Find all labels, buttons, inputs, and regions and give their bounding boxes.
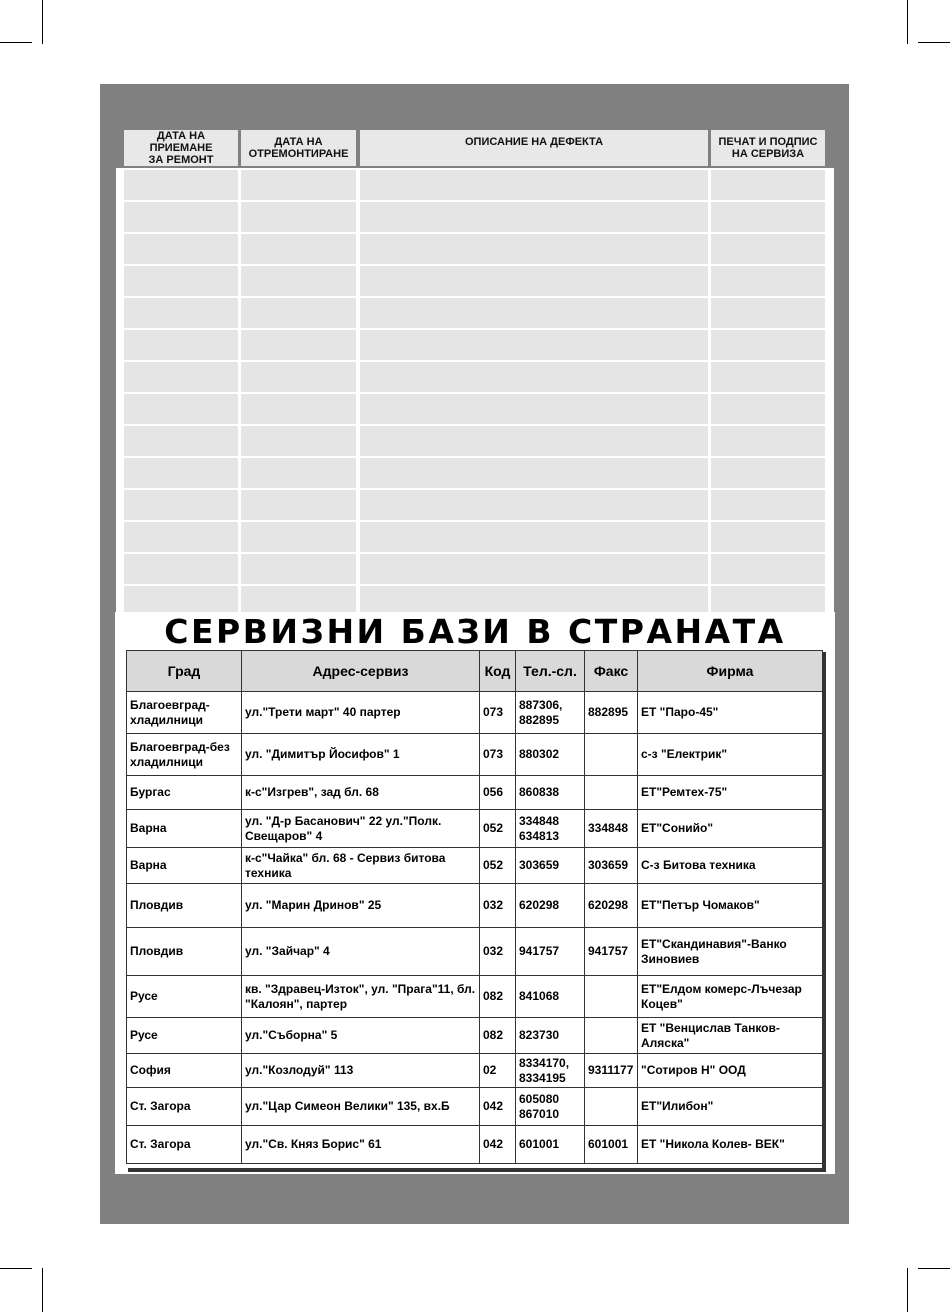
cell-fax [585,1088,638,1126]
table-row [127,1088,823,1126]
table-row [127,928,823,976]
header-line: ДАТА НА ПРИЕМАНЕ [149,130,213,154]
repair-log-cell [360,490,708,520]
cell-firm: ЕТ"Илибон" [638,1088,823,1126]
repair-log-cell [124,170,238,200]
cell-firm: ЕТ "Паро-45" [638,692,823,734]
repair-log-cell [360,202,708,232]
repair-log-cell [360,298,708,328]
repair-header-defect [360,130,708,166]
repair-log-cell [124,234,238,264]
cell-phone: 601001 [516,1126,585,1164]
repair-log-cell [360,234,708,264]
repair-log-cell [124,394,238,424]
cell-city: Благоевград-хладилници [127,692,242,734]
cell-address: к-с"Чайка" бл. 68 - Сервиз битова техника [242,848,480,884]
service-table [126,650,823,1164]
repair-header-repaired [241,130,356,166]
cell-firm: "Сотиров Н" ООД [638,1054,823,1088]
cell-fax: 882895 [585,692,638,734]
cell-fax: 941757 [585,928,638,976]
cell-address: ул."Козлодуй" 113 [242,1054,480,1088]
repair-log-cell [711,426,825,456]
cell-address: к-с"Изгрев", зад бл. 68 [242,776,480,810]
cell-firm: ЕТ"Скандинавия"-Ванко Зиновиев [638,928,823,976]
table-row [127,848,823,884]
header-fax: Факс [585,651,638,692]
cell-fax [585,976,638,1018]
repair-log-cell [711,362,825,392]
cell-phone: 8334170, 8334195 [516,1054,585,1088]
crop-mark [907,1268,908,1312]
repair-log-cell [124,426,238,456]
repair-log-cell [241,234,356,264]
cell-firm: ЕТ "Венцислав Танков-Аляска" [638,1018,823,1054]
cell-code: 082 [480,1018,516,1054]
cell-code: 052 [480,848,516,884]
repair-log-cell [241,298,356,328]
cell-phone: 303659 [516,848,585,884]
cell-code: 056 [480,776,516,810]
header-line: ОТРЕМОНТИРАНЕ [248,148,349,160]
service-table-header [127,651,823,692]
header-phone: Тел.-сл. [516,651,585,692]
table-row [127,776,823,810]
repair-log-cell [360,362,708,392]
cell-fax [585,776,638,810]
repair-log-cell [711,554,825,584]
repair-log-cell [360,554,708,584]
header-line: НА СЕРВИЗА [731,148,805,160]
cell-phone: 605080 867010 [516,1088,585,1126]
table-row [127,810,823,848]
header-code: Код [480,651,516,692]
cell-code: 042 [480,1088,516,1126]
cell-firm: ЕТ"Сонийо" [638,810,823,848]
repair-header-received [124,130,238,166]
header-firm: Фирма [638,651,823,692]
repair-log-cell [360,266,708,296]
repair-log-cell [241,170,356,200]
repair-log-cell [360,426,708,456]
repair-log-cell [711,202,825,232]
repair-log-cell [241,490,356,520]
cell-city: Варна [127,848,242,884]
cell-address: ул."Цар Симеон Велики" 135, вх.Б [242,1088,480,1126]
repair-log-cell [124,330,238,360]
cell-phone: 887306, 882895 [516,692,585,734]
crop-mark [42,1268,43,1312]
cell-fax [585,734,638,776]
repair-log-cell [124,298,238,328]
cell-phone: 841068 [516,976,585,1018]
crop-mark [907,0,908,44]
cell-city: Русе [127,1018,242,1054]
cell-address: ул."Св. Княз Борис" 61 [242,1126,480,1164]
cell-code: 073 [480,692,516,734]
repair-log-cell [124,202,238,232]
cell-fax: 303659 [585,848,638,884]
cell-fax: 334848 [585,810,638,848]
cell-address: ул. "Димитър Йосифов" 1 [242,734,480,776]
cell-address: ул."Трети март" 40 партер [242,692,480,734]
repair-header-stamp [711,130,825,166]
cell-city: Русе [127,976,242,1018]
table-row [127,1126,823,1164]
crop-mark [0,42,32,43]
repair-log-cell [711,330,825,360]
cell-fax: 620298 [585,884,638,928]
repair-log-cell [124,522,238,552]
cell-phone: 880302 [516,734,585,776]
header-address: Адрес-сервиз [242,651,480,692]
repair-log-cell [711,170,825,200]
cell-city: Варна [127,810,242,848]
repair-log-cell [241,458,356,488]
service-title: СЕРВИЗНИ БАЗИ В СТРАНАТА [115,612,835,652]
cell-firm: ЕТ"Петър Чомаков" [638,884,823,928]
cell-address: ул. "Марин Дринов" 25 [242,884,480,928]
repair-log-cell [241,426,356,456]
table-row [127,734,823,776]
cell-phone: 620298 [516,884,585,928]
cell-address: ул. "Зайчар" 4 [242,928,480,976]
cell-address: ул."Съборна" 5 [242,1018,480,1054]
table-row [127,1054,823,1088]
repair-log-cell [360,330,708,360]
table-row [127,1018,823,1054]
crop-mark [918,1268,950,1269]
cell-phone: 860838 [516,776,585,810]
cell-city: Благоевград-без хладилници [127,734,242,776]
repair-log-cell [241,362,356,392]
header-line: ОПИСАНИЕ НА ДЕФЕКТА [464,136,604,148]
table-shadow [128,1168,826,1172]
header-city: Град [127,651,242,692]
crop-mark [0,1268,32,1269]
cell-city: София [127,1054,242,1088]
cell-firm: ЕТ"Ремтех-75" [638,776,823,810]
table-row [127,692,823,734]
repair-log-cell [241,394,356,424]
cell-code: 082 [480,976,516,1018]
cell-firm: ЕТ "Никола Колев- ВЕК" [638,1126,823,1164]
cell-code: 073 [480,734,516,776]
table-row [127,976,823,1018]
crop-mark [918,42,950,43]
cell-phone: 823730 [516,1018,585,1054]
table-row [127,884,823,928]
cell-code: 042 [480,1126,516,1164]
crop-mark [42,0,43,44]
cell-firm: с-з "Електрик" [638,734,823,776]
repair-log-cell [711,234,825,264]
repair-log-cell [124,362,238,392]
header-line: ПЕЧАТ И ПОДПИС [718,136,818,148]
repair-log-cell [360,458,708,488]
cell-code: 032 [480,928,516,976]
repair-log-cell [360,394,708,424]
repair-log-cell [711,394,825,424]
repair-log-cell [360,522,708,552]
cell-fax: 601001 [585,1126,638,1164]
cell-fax: 9311177 [585,1054,638,1088]
repair-log-cell [124,554,238,584]
repair-log-cell [711,298,825,328]
cell-code: 052 [480,810,516,848]
cell-city: Ст. Загора [127,1126,242,1164]
cell-firm: ЕТ"Елдом комерс-Лъчезар Коцев" [638,976,823,1018]
repair-log-cell [241,330,356,360]
repair-log-cell [124,490,238,520]
header-line: ЗА РЕМОНТ [148,154,214,166]
repair-log-cell [241,522,356,552]
cell-city: Бургас [127,776,242,810]
cell-address: кв. "Здравец-Изток", ул. "Прага"11, бл. "Калоян", партер [242,976,480,1018]
repair-log-cell [360,170,708,200]
cell-fax [585,1018,638,1054]
repair-log-cell [711,266,825,296]
repair-log-cell [711,522,825,552]
cell-city: Пловдив [127,928,242,976]
cell-address: ул. "Д-р Басанович" 22 ул."Полк. Свещаров" 4 [242,810,480,848]
repair-log-cell [241,554,356,584]
repair-log-cell [241,202,356,232]
cell-code: 02 [480,1054,516,1088]
cell-firm: С-з Битова техника [638,848,823,884]
repair-log-cell [241,266,356,296]
cell-phone: 941757 [516,928,585,976]
cell-phone: 334848 634813 [516,810,585,848]
cell-code: 032 [480,884,516,928]
header-line: ДАТА НА [274,136,323,148]
repair-log-cell [124,458,238,488]
repair-log-cell [711,490,825,520]
cell-city: Пловдив [127,884,242,928]
repair-log-cell [124,266,238,296]
cell-city: Ст. Загора [127,1088,242,1126]
repair-log-cell [711,458,825,488]
